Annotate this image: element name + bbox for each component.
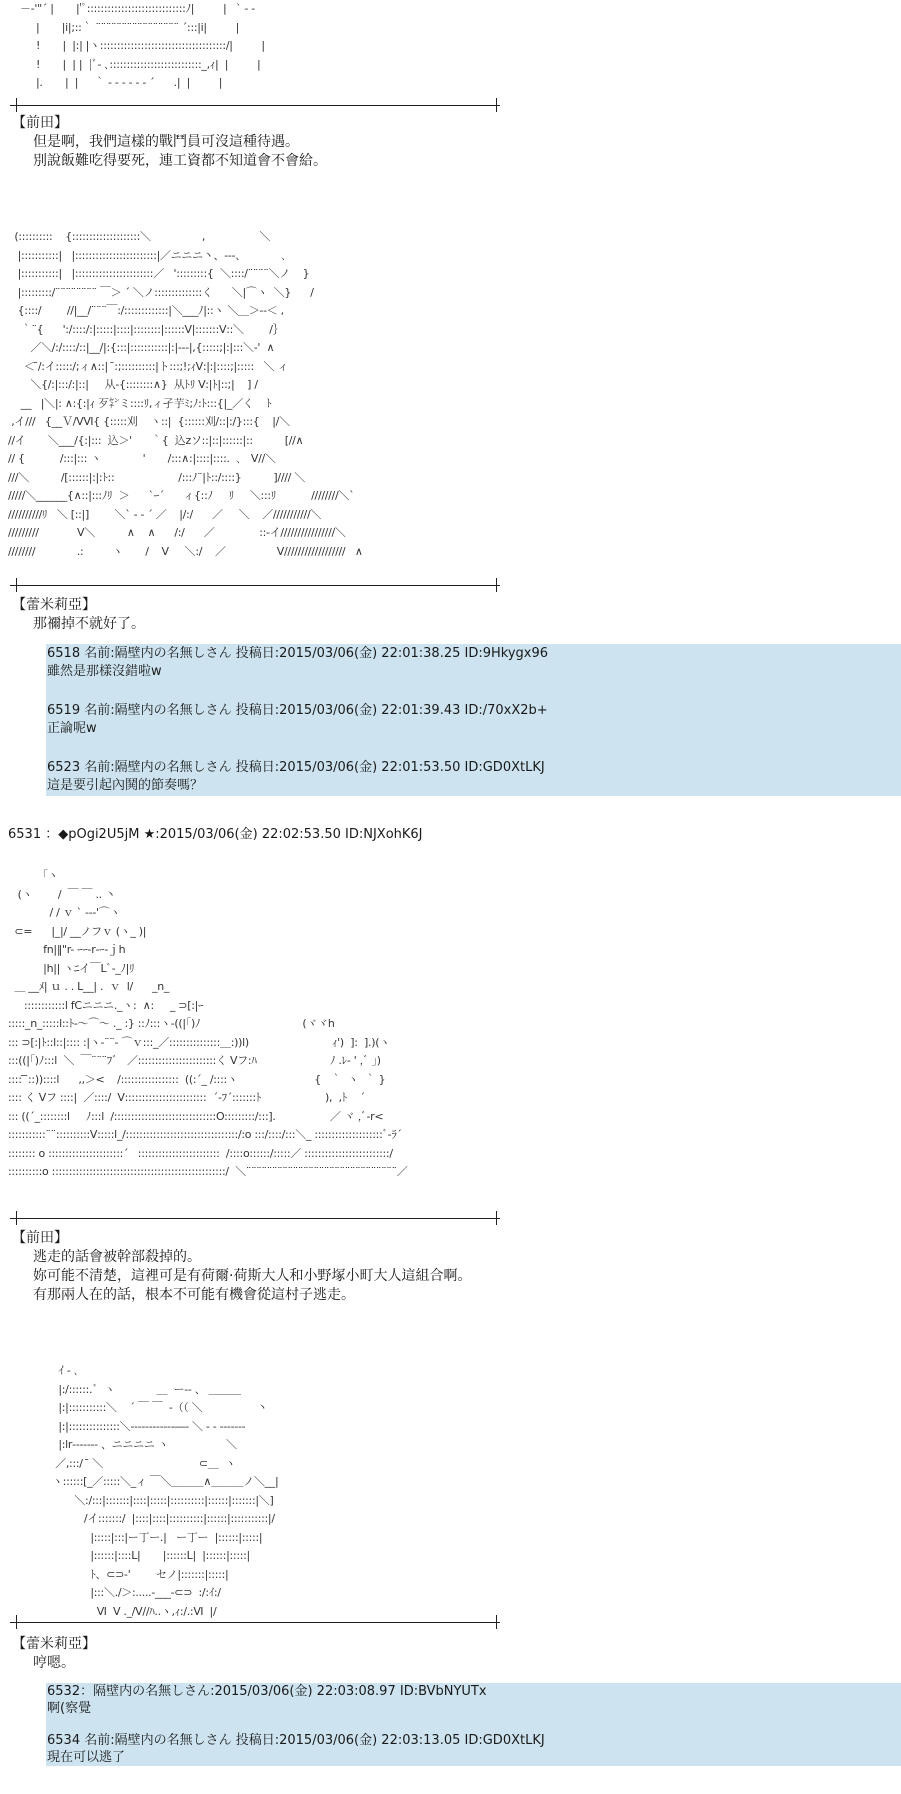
reply-body: 啊(察覺 [47,1701,92,1716]
ascii-art-maeda: 「ヽ (ヽ / ￣ ￣ .. 丶 / / ｖ ` ‐‐‐'⌒ヽ ⊂= |_|/ __ノフｖ (ヽ_ )| fn|‖"r- ｰｰ‐r‐ｰ‐ｊh |h|| ヽﾆイ￣Lﾞ‐_ﾉ|ﾘ ＿ __ﾒ| ｕ . . L__| . ｖ l/ _n_ ::::::::::::l fCニニニ._ヽ: ∧: _ ⊃[:|ｰ :::::_n_:::::l::ﾄ‐～⌒～ ._ :} ::ﾉ:::ヽ‐((|｢)ﾉ (ヾヾh ::: ⊃[:|ﾄ::l::|:::: :|ヽ‐¨¨‐ ⌒ｖ:::_／:::::::::::::::＿:))l) ｨ') ]: ].)(ヽ :::((|｢)ﾉ:::l ＼ ￣¨¨¨ﾌﾞ ／:::::::::::::::::::::::く Ⅴフ:ﾊ ﾉ .ﾚ‐ ' ,ﾞ 」) :::: ̄ ̄::))::::l ,,＞< /::::::::::::::::: ((:´_ /::::ヽ { ｀ ヽ ｀ } :::: く Ⅴフ ::::| ／::::/ Ⅴ:::::::::::::::::::::::: ´‐ﾌ´:::::::ﾄ ), ,ﾄ ´ ::: ((´_::::::::l ﾉ:::l /::::::::::::::::::::::::::::::O:::::::::/:::]. ／ ヾ ,ﾞ‐r< :::::::::::¨¨::::::::::Ⅴ:::::l_/:::::::::::::::::::::::::::::::::/:o :::/::::/:::＼_ ::::::::::::::::::::ﾞ‐ﾗ´ :::::::: o ::::::::::::::::::::::´ :::::::::::::::::::::::: /::::o::::::/:::::／ :::::::::::::::::::::::::/ ::::::::::o :::::::::::::::::::::::::::::::::::::::::::::::::::/ ＼¨¨¨¨¨¨¨¨¨¨¨¨¨¨¨¨¨¨¨¨¨¨¨¨¨¨¨¨¨／ [8,869,408,1178]
reply-header: 6518 名前:隔壁内の名無しさん 投稿日:2015/03/06(金) 22:01:38.25 ID:9Hkygx96 [47,646,549,661]
reply-header: 6532：隔壁内の名無しさん:2015/03/06(金) 22:03:08.97 ID:BVbNYUTx [47,1684,487,1699]
speaker-name: 【前田】 [12,1230,68,1246]
post-header: 6531 ：◆pOgi2U5jM ★:2015/03/06(金) 22:02:53.50 ID:NJXohK6J [8,827,423,842]
speaker-name: 【前田】 [12,115,68,131]
divider-tick [496,1211,497,1225]
ascii-art-top: －‐'"´ | |'ﾟ:::::::::::::::::::::::::::::ﾉ| | ` ‐ ‐ | |i|;::｀ ¨¨¨¨¨¨¨¨¨¨¨¨¨¨¨¨ ´:::|i| | ! | |:| |ヽ:::::::::::::::::::::::::::::::::::::/| | ! | | | |ﾞ‐ ､:::::::::::::::::::::::::::_,ｨ| | | |. | | ｀ ‐ ‐ ‐ ‐ ‐ ‐ ´ .| | | [20,2,265,89]
dialogue-line: 有那兩人在的話，根本不可能有機會從這村子逃走。 [33,1287,355,1303]
divider-tick [496,98,497,112]
divider-tick [16,1615,17,1629]
ascii-art-remilia-2: ｲ ‐ ､ |:/::::::.ﾞ ヽ ＿ ー‐‐ 、 ＿＿＿ |:|:::::::::::＼ ´ ￣ ￣ ‐（（ ＼ 丶 |:|:::::::::::::::＼‐‐‐‐‐‐‐‐‐‐‐‐―‐ ＼ ‐ ‐ ‐‐‐‐‐‐‐ |:lr‐‐‐‐‐‐- 、ニニニニ ヽ ＼ ／,:::/ ̄ ＼ ⊂＿ ヽ ヽ::::::[_／:::::＼_ィ ￣＼＿＿＿∧＿＿＿ノ＼__| ＼:/:::|:::::::|::::|:::::|::::::::::|::::::|:::::::|＼] /イ:::::::/ |::::|::::|::::::::::|::::::|:::::::::::|/ |:::::|:::|ー丁ー.| ー丁ー |::::::|:::::| |::::::|::::L| |::::::L| |::::::|:::::| ﾄ、⊂⊃‐' セノ|:::::::|:::::| |:::＼./＞:.....‐___‐⊂⊃ :/:ｲ:/ Ⅵ Ⅴ ._/Ⅴ//ﾊ..ヽ,ｨ:/.:Ⅵ |/ [51,1364,279,1618]
divider-tick [16,578,17,592]
divider [10,1622,500,1623]
reply-body: 這是要引起內鬨的節奏嗎？ [47,778,204,793]
reply-body: 現在可以逃了 [47,1750,126,1765]
divider-tick [16,1211,17,1225]
dialogue-line: 逃走的話會被幹部殺掉的。 [33,1249,201,1265]
reply-body: 正論呢w [47,721,97,736]
dialogue-line: 但是啊，我們這樣的戰鬥員可沒這種待遇。 [33,134,299,150]
ascii-art-remilia: (:::::::::: {::::::::::::::::::::＼ , ＼ |:::::::::::| |::::::::::::::::::::::::|／ニニニ丶、‐‐‐、 ､ |:::::::::::| |:::::::::::::::::::::::／ ':::::::::{ ＼::::/¨¨¨¨＼ノ } |:::::::::/¨¨¨¨¨¨¨¨ ￣＞ ´ ＼ノ::::::::::::::く ＼|⌒ヽ ＼} / {::::/ //|__/¨¨¨￣:/:::::::::::::|＼___ﾉ|::ヽ ＼＿＞‐‐＜ , ｀¨{ ':/::::/:|:::::|::::|::::::::|::::::Ⅴ|:::::::Ⅴ::＼ /｝ ／＼/:/::::/::|__/|:{:::|:::::::::::|:|‐‐‐|,{:::::;|:|:::＼‐' ∧ ＜ ̄/:イ:::::/;ィ∧::| ̄:;::::::::::|ト:::;!;ｨⅤ:|:|::::;|::::: ＼ ィ ＼{/:|:::/:|::| 从‐{::::::::∧} 从ﾄﾘ Ⅴ:|ﾄ|::;| ] / __ |＼|: ∧:{:|ｨ 歹㌢ミ::::ﾘ,ィ孑芋ﾐ;ﾉ:ﾄ:::{|_／く ﾄ ,イ/// {__Ｖ/ⅤⅥ{ {:::::刈 ヽ::| {::::::刈/::|:/}:::{ |/＼ //イ ＼___/{:|::: 込＞' ｀{ 込zソ::|::|::::::|:: [//∧ // { /:::|::: ヽ ' /:::∧:|::::|::::. ､ Ⅴ//＼ ///＼ /[::::::|:|:ﾄ:: /:::ﾉ¨|ﾄ::/::::} ]//// ＼ /////＼______{∧::|:::ﾉﾘ ＞ `ｰ´ ィ{::ﾉ ﾘ ＼:::ﾘ ////////＼` //////////ﾘ ＼ [::|] ＼` ‐ ‐ ´ ／ |/:/ ／ ＼ ／///////////＼ ///////// Ⅴ＼ ∧ ∧ /:/ ／ ::‐イ////////////////＼ //////// .: ヽ / Ⅴ ＼:/ ／ Ⅴ////////////////// ∧ [8,230,363,558]
reply-header: 6523 名前:隔壁内の名無しさん 投稿日:2015/03/06(金) 22:01:53.50 ID:GD0XtLKJ [47,760,545,775]
divider-tick [16,98,17,112]
dialogue-line: 那禰掉不就好了。 [33,616,145,632]
reply-header: 6519 名前:隔壁内の名無しさん 投稿日:2015/03/06(金) 22:01:39.43 ID:/70xX2b+ [47,703,548,718]
divider [10,585,500,586]
divider [10,105,500,106]
divider-tick [496,1615,497,1629]
speaker-name: 【蕾米莉亞】 [12,597,96,613]
dialogue-line: 妳可能不清楚，這裡可是有荷爾·荷斯大人和小野塚小町大人這組合啊。 [33,1268,472,1284]
dialogue-line: 別說飯難吃得要死，連工資都不知道會不會給。 [33,153,327,169]
speaker-name: 【蕾米莉亞】 [12,1636,96,1652]
reply-header: 6534 名前:隔壁内の名無しさん 投稿日:2015/03/06(金) 22:03:13.05 ID:GD0XtLKJ [47,1733,545,1748]
dialogue-line: 哼嗯。 [33,1655,75,1671]
reply-body: 雖然是那樣沒錯啦w [47,664,162,679]
divider-tick [496,578,497,592]
divider [10,1218,500,1219]
